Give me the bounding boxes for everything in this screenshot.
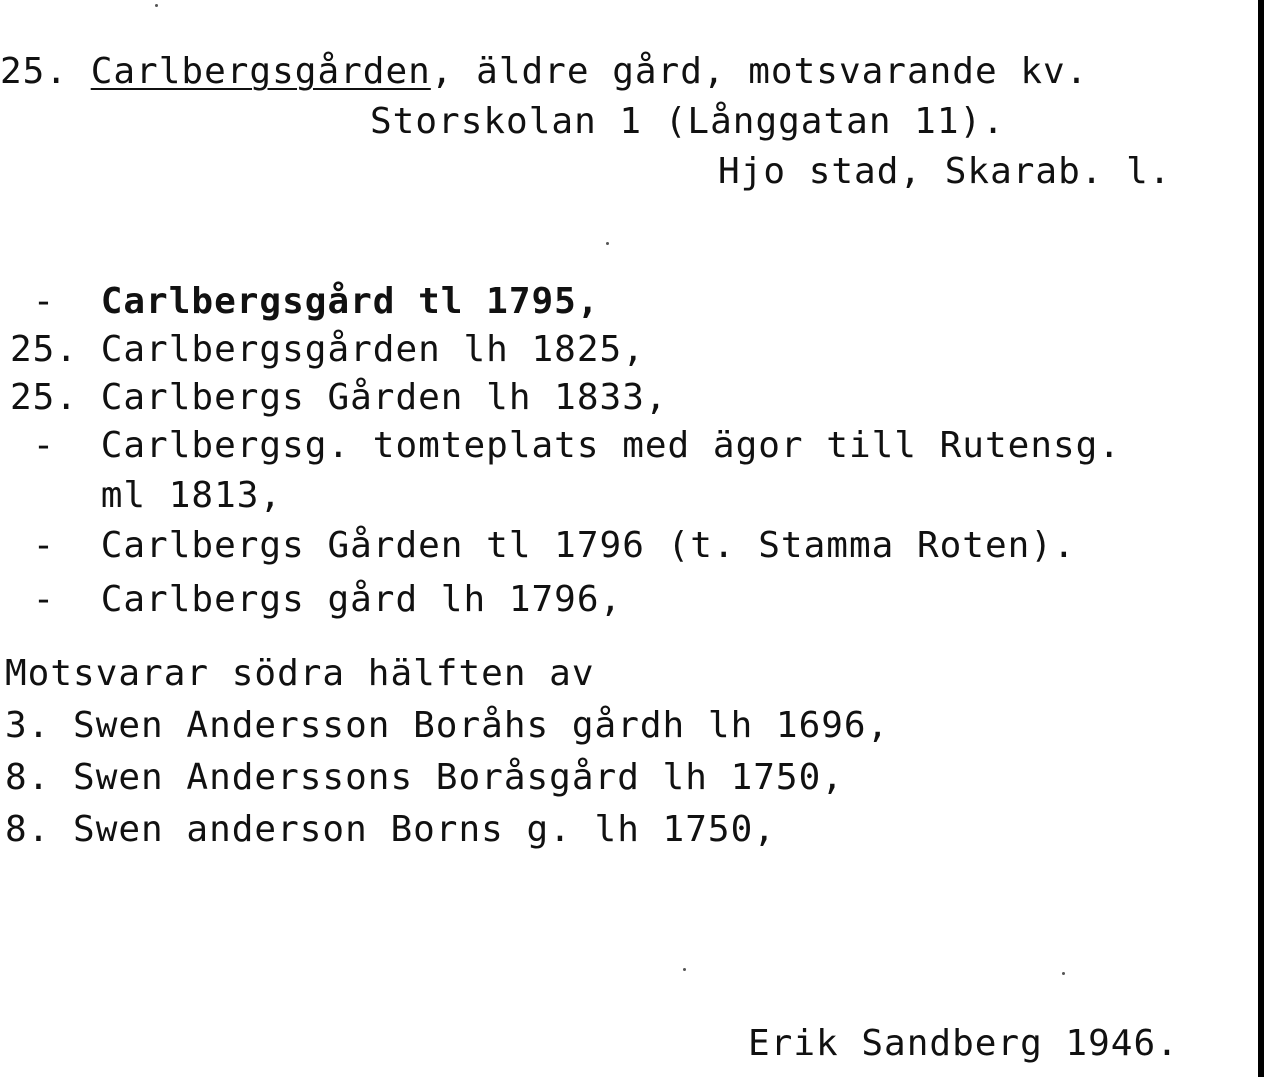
entry-row [10,282,600,322]
entry-prefix [10,475,101,516]
entry-text: Carlbergs Gården tl 1796 (t. Stamma Roten). [100,525,1076,566]
entry-text: ml 1813, [100,475,283,516]
entry-text: Carlbergs gård lh 1796, [100,579,623,620]
header-line-1 [0,52,1088,92]
header-line-2: Storskolan 1 (Långgatan 11). [370,101,1005,142]
entry-row [10,378,668,418]
entry-text: Carlbergs Gården lh 1833, [100,377,668,418]
entry-row [10,426,1121,466]
scan-speck [606,242,609,245]
header-description: , äldre gård, motsvarande kv. [430,51,1089,92]
motsvarar-heading: Motsvarar södra hälften av [5,653,595,694]
motsvarar-item: 8. Swen anderson Borns g. lh 1750, [5,809,776,850]
scan-speck [683,968,686,971]
entry-prefix: - [10,579,101,620]
scan-speck [1062,972,1065,975]
entry-text: Carlbergsgård tl 1795, [100,281,600,322]
entry-prefix: - [10,525,101,566]
header-line-3: Hjo stad, Skarab. l. [718,151,1172,192]
header-farm-name: Carlbergsgården [90,51,431,92]
motsvarar-item: 3. Swen Andersson Boråhs gårdh lh 1696, [5,705,890,746]
entry-row [10,526,1076,566]
header-number: 25. [0,51,91,92]
entry-text: Carlbergsg. tomteplats med ägor till Rutensg. [100,425,1122,466]
entry-prefix: 25. [10,329,101,370]
signature: Erik Sandberg 1946. [748,1023,1179,1064]
entry-prefix: - [10,281,101,322]
entry-text: Carlbergsgården lh 1825, [100,329,645,370]
scan-speck [155,4,158,7]
entry-row [10,476,282,516]
card-edge-line [1258,0,1264,1077]
entry-row [10,330,645,370]
entry-row [10,580,622,620]
entry-prefix: - [10,425,101,466]
entry-prefix: 25. [10,377,101,418]
motsvarar-item: 8. Swen Anderssons Boråsgård lh 1750, [5,757,844,798]
